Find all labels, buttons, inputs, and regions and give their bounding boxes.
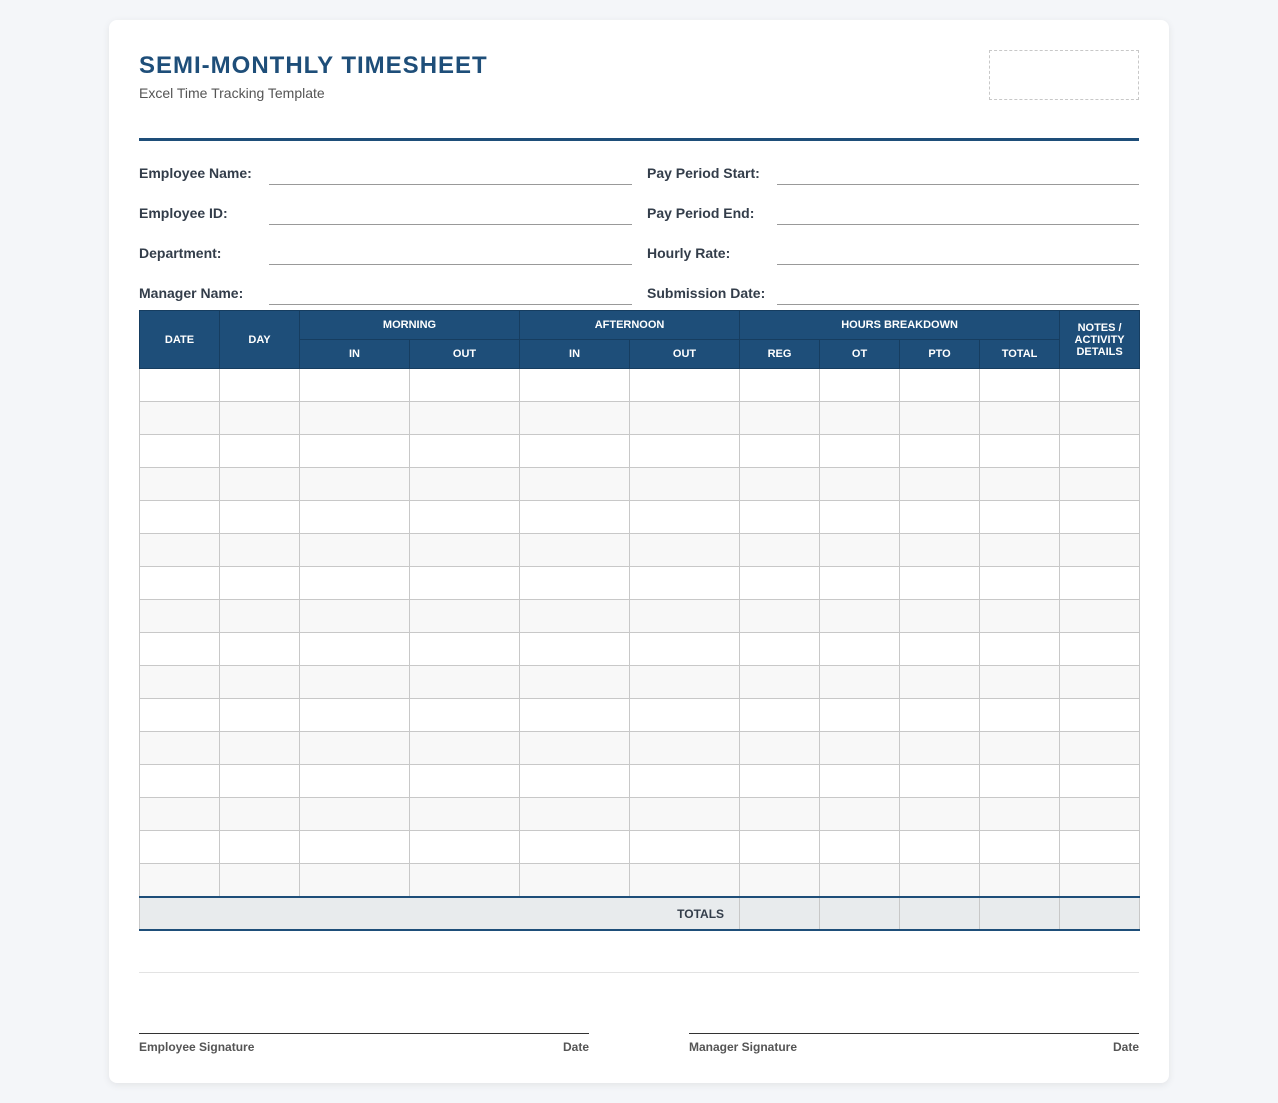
employee-name-line[interactable] — [269, 184, 632, 185]
hourly-rate-line[interactable] — [777, 264, 1139, 265]
notes-cell[interactable] — [1060, 402, 1140, 435]
pto-cell[interactable] — [900, 798, 980, 831]
day-cell[interactable] — [220, 798, 300, 831]
morning-out-cell[interactable] — [410, 435, 520, 468]
morning-out-cell[interactable] — [410, 699, 520, 732]
morning-out-cell[interactable] — [410, 798, 520, 831]
totals-pto-cell[interactable] — [900, 897, 980, 930]
timesheet-header — [139, 50, 1139, 141]
ot-cell[interactable] — [820, 600, 900, 633]
department-line[interactable] — [269, 264, 632, 265]
date-cell[interactable] — [140, 798, 220, 831]
employee-id-field[interactable] — [139, 198, 632, 238]
reg-cell[interactable] — [740, 501, 820, 534]
ot-cell[interactable] — [820, 501, 900, 534]
reg-cell[interactable] — [740, 435, 820, 468]
pay-period-start-label: Pay Period Start: — [647, 165, 760, 181]
timesheet-table — [139, 310, 1140, 931]
ot-cell[interactable] — [820, 864, 900, 898]
pto-cell[interactable] — [900, 600, 980, 633]
reg-cell[interactable] — [740, 369, 820, 402]
afternoon-in-cell[interactable] — [520, 765, 630, 798]
day-cell[interactable] — [220, 633, 300, 666]
table-body — [140, 369, 1140, 898]
notes-cell[interactable] — [1060, 567, 1140, 600]
ot-cell[interactable] — [820, 831, 900, 864]
pto-cell[interactable] — [900, 435, 980, 468]
table-row — [140, 765, 1140, 798]
date-cell[interactable] — [140, 402, 220, 435]
total-cell[interactable] — [980, 567, 1060, 600]
department-label: Department: — [139, 245, 222, 261]
manager-signature-label: Manager Signature — [689, 1040, 798, 1054]
header-afternoon: AFTERNOON — [520, 311, 740, 340]
total-cell[interactable] — [980, 732, 1060, 765]
manager-signature-date-label: Date — [1112, 1040, 1139, 1054]
pay-period-end-label: Pay Period End: — [647, 205, 755, 221]
afternoon-in-cell[interactable] — [520, 633, 630, 666]
date-cell[interactable] — [140, 864, 220, 898]
notes-cell[interactable] — [1060, 732, 1140, 765]
header-notes: NOTES / ACTIVITY DETAILS — [1060, 311, 1140, 369]
hourly-rate-label: Hourly Rate: — [647, 245, 731, 261]
notes-cell[interactable] — [1060, 831, 1140, 864]
day-cell[interactable] — [220, 468, 300, 501]
afternoon-in-cell[interactable] — [520, 402, 630, 435]
day-cell[interactable] — [220, 435, 300, 468]
pto-cell[interactable] — [900, 501, 980, 534]
afternoon-out-cell[interactable] — [630, 369, 740, 402]
manager-name-line[interactable] — [269, 304, 632, 305]
reg-cell[interactable] — [740, 732, 820, 765]
afternoon-out-cell[interactable] — [630, 567, 740, 600]
morning-in-cell[interactable] — [300, 666, 410, 699]
notes-cell[interactable] — [1060, 666, 1140, 699]
reg-cell[interactable] — [740, 633, 820, 666]
total-cell[interactable] — [980, 633, 1060, 666]
ot-cell[interactable] — [820, 765, 900, 798]
table-row — [140, 501, 1140, 534]
afternoon-in-cell[interactable] — [520, 468, 630, 501]
notes-cell[interactable] — [1060, 501, 1140, 534]
day-cell[interactable] — [220, 501, 300, 534]
morning-out-cell[interactable] — [410, 600, 520, 633]
morning-out-cell[interactable] — [410, 666, 520, 699]
header-ot: OT — [820, 340, 900, 369]
afternoon-in-cell[interactable] — [520, 864, 630, 898]
totals-row — [140, 897, 1140, 930]
afternoon-in-cell[interactable] — [520, 501, 630, 534]
afternoon-out-cell[interactable] — [630, 501, 740, 534]
table-row — [140, 402, 1140, 435]
afternoon-in-cell[interactable] — [520, 666, 630, 699]
morning-in-cell[interactable] — [300, 765, 410, 798]
hourly-rate-field[interactable] — [647, 238, 1139, 278]
ot-cell[interactable] — [820, 798, 900, 831]
table-row — [140, 831, 1140, 864]
morning-out-cell[interactable] — [410, 567, 520, 600]
pay-period-end-line[interactable] — [777, 224, 1139, 225]
table-row — [140, 435, 1140, 468]
pay-period-start-field[interactable] — [647, 158, 1139, 198]
ot-cell[interactable] — [820, 732, 900, 765]
reg-cell[interactable] — [740, 798, 820, 831]
afternoon-out-cell[interactable] — [630, 633, 740, 666]
afternoon-in-cell[interactable] — [520, 798, 630, 831]
employee-signature-line[interactable] — [139, 1033, 589, 1058]
morning-in-cell[interactable] — [300, 369, 410, 402]
ot-cell[interactable] — [820, 468, 900, 501]
total-cell[interactable] — [980, 468, 1060, 501]
pto-cell[interactable] — [900, 765, 980, 798]
morning-in-cell[interactable] — [300, 633, 410, 666]
date-cell[interactable] — [140, 600, 220, 633]
morning-in-cell[interactable] — [300, 468, 410, 501]
day-cell[interactable] — [220, 600, 300, 633]
department-field[interactable] — [139, 238, 632, 278]
total-cell[interactable] — [980, 666, 1060, 699]
day-cell[interactable] — [220, 732, 300, 765]
logo-placeholder — [989, 50, 1139, 100]
pto-cell[interactable] — [900, 402, 980, 435]
table-row — [140, 633, 1140, 666]
afternoon-out-cell[interactable] — [630, 864, 740, 898]
reg-cell[interactable] — [740, 534, 820, 567]
total-cell[interactable] — [980, 435, 1060, 468]
notes-cell[interactable] — [1060, 864, 1140, 898]
date-cell[interactable] — [140, 666, 220, 699]
pto-cell[interactable] — [900, 666, 980, 699]
day-cell[interactable] — [220, 369, 300, 402]
reg-cell[interactable] — [740, 666, 820, 699]
pto-cell[interactable] — [900, 534, 980, 567]
table-row — [140, 600, 1140, 633]
morning-out-cell[interactable] — [410, 732, 520, 765]
total-cell[interactable] — [980, 369, 1060, 402]
date-cell[interactable] — [140, 633, 220, 666]
morning-out-cell[interactable] — [410, 765, 520, 798]
reg-cell[interactable] — [740, 864, 820, 898]
pto-cell[interactable] — [900, 699, 980, 732]
ot-cell[interactable] — [820, 567, 900, 600]
pto-cell[interactable] — [900, 831, 980, 864]
afternoon-out-cell[interactable] — [630, 798, 740, 831]
header-pto: PTO — [900, 340, 980, 369]
total-cell[interactable] — [980, 765, 1060, 798]
table-row — [140, 534, 1140, 567]
reg-cell[interactable] — [740, 468, 820, 501]
submission-date-label: Submission Date: — [647, 285, 766, 301]
morning-out-cell[interactable] — [410, 501, 520, 534]
header-morning-in: IN — [300, 340, 410, 369]
date-cell[interactable] — [140, 567, 220, 600]
notes-cell[interactable] — [1060, 699, 1140, 732]
table-row — [140, 699, 1140, 732]
page-title: SEMI-MONTHLY TIMESHEET — [139, 52, 488, 79]
header-day: DAY — [220, 311, 300, 369]
total-cell[interactable] — [980, 798, 1060, 831]
morning-in-cell[interactable] — [300, 534, 410, 567]
notes-cell[interactable] — [1060, 369, 1140, 402]
manager-signature-line[interactable] — [689, 1033, 1139, 1058]
timesheet-content — [139, 50, 1139, 1054]
total-cell[interactable] — [980, 864, 1060, 898]
morning-in-cell[interactable] — [300, 798, 410, 831]
submission-date-line[interactable] — [777, 304, 1139, 305]
total-cell[interactable] — [980, 402, 1060, 435]
employee-name-field[interactable] — [139, 158, 632, 198]
morning-in-cell[interactable] — [300, 501, 410, 534]
total-cell[interactable] — [980, 699, 1060, 732]
notes-cell[interactable] — [1060, 600, 1140, 633]
reg-cell[interactable] — [740, 831, 820, 864]
day-cell[interactable] — [220, 765, 300, 798]
morning-in-cell[interactable] — [300, 600, 410, 633]
info-row — [139, 238, 1139, 278]
notes-cell[interactable] — [1060, 765, 1140, 798]
header-total: TOTAL — [980, 340, 1060, 369]
day-cell[interactable] — [220, 831, 300, 864]
employee-signature-date-label: Date — [562, 1040, 589, 1054]
header-afternoon-in: IN — [520, 340, 630, 369]
table-row — [140, 666, 1140, 699]
reg-cell[interactable] — [740, 600, 820, 633]
afternoon-in-cell[interactable] — [520, 567, 630, 600]
totals-notes-cell[interactable] — [1060, 897, 1140, 930]
date-cell[interactable] — [140, 699, 220, 732]
notes-cell[interactable] — [1060, 534, 1140, 567]
notes-cell[interactable] — [1060, 468, 1140, 501]
ot-cell[interactable] — [820, 534, 900, 567]
pto-cell[interactable] — [900, 567, 980, 600]
page-subtitle: Excel Time Tracking Template — [139, 85, 325, 101]
afternoon-out-cell[interactable] — [630, 699, 740, 732]
date-cell[interactable] — [140, 534, 220, 567]
date-cell[interactable] — [140, 831, 220, 864]
total-cell[interactable] — [980, 831, 1060, 864]
day-cell[interactable] — [220, 402, 300, 435]
total-cell[interactable] — [980, 501, 1060, 534]
table-row — [140, 369, 1140, 402]
notes-cell[interactable] — [1060, 435, 1140, 468]
table-footer — [140, 897, 1140, 930]
day-cell[interactable] — [220, 699, 300, 732]
afternoon-out-cell[interactable] — [630, 435, 740, 468]
pto-cell[interactable] — [900, 369, 980, 402]
afternoon-out-cell[interactable] — [630, 831, 740, 864]
totals-total-cell[interactable] — [980, 897, 1060, 930]
table-row — [140, 798, 1140, 831]
morning-out-cell[interactable] — [410, 468, 520, 501]
afternoon-in-cell[interactable] — [520, 435, 630, 468]
afternoon-in-cell[interactable] — [520, 831, 630, 864]
info-row — [139, 158, 1139, 198]
date-cell[interactable] — [140, 501, 220, 534]
morning-out-cell[interactable] — [410, 831, 520, 864]
ot-cell[interactable] — [820, 402, 900, 435]
table-header — [140, 311, 1140, 369]
date-cell[interactable] — [140, 435, 220, 468]
date-cell[interactable] — [140, 369, 220, 402]
header-morning-out: OUT — [410, 340, 520, 369]
afternoon-out-cell[interactable] — [630, 666, 740, 699]
totals-ot-cell[interactable] — [820, 897, 900, 930]
day-cell[interactable] — [220, 864, 300, 898]
afternoon-out-cell[interactable] — [630, 534, 740, 567]
day-cell[interactable] — [220, 534, 300, 567]
reg-cell[interactable] — [740, 765, 820, 798]
morning-out-cell[interactable] — [410, 633, 520, 666]
total-cell[interactable] — [980, 534, 1060, 567]
totals-reg-cell[interactable] — [740, 897, 820, 930]
afternoon-in-cell[interactable] — [520, 699, 630, 732]
afternoon-out-cell[interactable] — [630, 600, 740, 633]
morning-in-cell[interactable] — [300, 831, 410, 864]
date-cell[interactable] — [140, 468, 220, 501]
employee-id-label: Employee ID: — [139, 205, 228, 221]
pto-cell[interactable] — [900, 864, 980, 898]
ot-cell[interactable] — [820, 666, 900, 699]
morning-in-cell[interactable] — [300, 699, 410, 732]
morning-out-cell[interactable] — [410, 534, 520, 567]
ot-cell[interactable] — [820, 435, 900, 468]
ot-cell[interactable] — [820, 369, 900, 402]
afternoon-in-cell[interactable] — [520, 732, 630, 765]
afternoon-out-cell[interactable] — [630, 765, 740, 798]
morning-in-cell[interactable] — [300, 567, 410, 600]
table-row — [140, 732, 1140, 765]
afternoon-in-cell[interactable] — [520, 600, 630, 633]
ot-cell[interactable] — [820, 633, 900, 666]
manager-name-label: Manager Name: — [139, 285, 244, 301]
pay-period-end-field[interactable] — [647, 198, 1139, 238]
pto-cell[interactable] — [900, 468, 980, 501]
morning-out-cell[interactable] — [410, 369, 520, 402]
employee-id-line[interactable] — [269, 224, 632, 225]
afternoon-out-cell[interactable] — [630, 402, 740, 435]
pto-cell[interactable] — [900, 633, 980, 666]
employee-name-label: Employee Name: — [139, 165, 252, 181]
table-row — [140, 468, 1140, 501]
pto-cell[interactable] — [900, 732, 980, 765]
reg-cell[interactable] — [740, 402, 820, 435]
date-cell[interactable] — [140, 732, 220, 765]
date-cell[interactable] — [140, 765, 220, 798]
header-afternoon-out: OUT — [630, 340, 740, 369]
header-hours-breakdown: HOURS BREAKDOWN — [740, 311, 1060, 340]
morning-out-cell[interactable] — [410, 864, 520, 898]
morning-in-cell[interactable] — [300, 435, 410, 468]
header-reg: REG — [740, 340, 820, 369]
morning-in-cell[interactable] — [300, 402, 410, 435]
timesheet-page — [109, 20, 1169, 1083]
notes-cell[interactable] — [1060, 798, 1140, 831]
day-cell[interactable] — [220, 666, 300, 699]
employee-signature-label: Employee Signature — [139, 1040, 255, 1054]
table-row — [140, 567, 1140, 600]
morning-in-cell[interactable] — [300, 864, 410, 898]
day-cell[interactable] — [220, 567, 300, 600]
info-row — [139, 198, 1139, 238]
reg-cell[interactable] — [740, 567, 820, 600]
afternoon-out-cell[interactable] — [630, 732, 740, 765]
morning-out-cell[interactable] — [410, 402, 520, 435]
notes-cell[interactable] — [1060, 633, 1140, 666]
total-cell[interactable] — [980, 600, 1060, 633]
table-row — [140, 864, 1140, 898]
section-divider — [139, 972, 1139, 973]
reg-cell[interactable] — [740, 699, 820, 732]
ot-cell[interactable] — [820, 699, 900, 732]
header-date: DATE — [140, 311, 220, 369]
header-morning: MORNING — [300, 311, 520, 340]
afternoon-in-cell[interactable] — [520, 534, 630, 567]
afternoon-in-cell[interactable] — [520, 369, 630, 402]
afternoon-out-cell[interactable] — [630, 468, 740, 501]
morning-in-cell[interactable] — [300, 732, 410, 765]
totals-label: TOTALS — [140, 897, 740, 930]
pay-period-start-line[interactable] — [777, 184, 1139, 185]
